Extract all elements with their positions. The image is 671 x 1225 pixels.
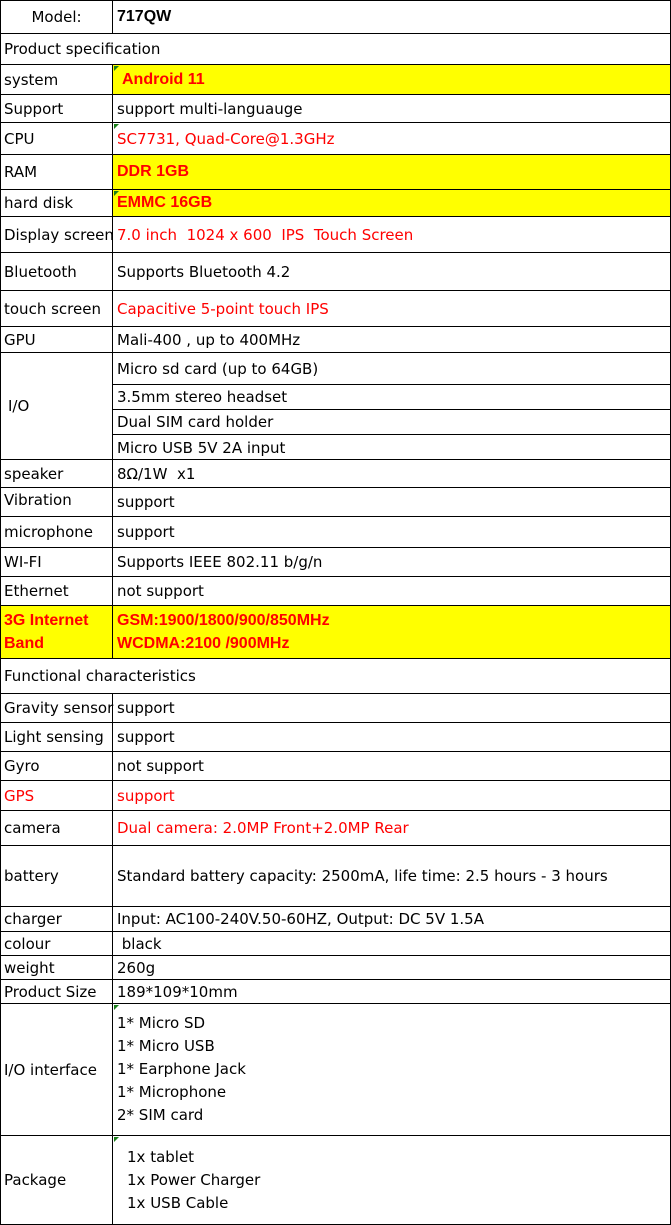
spec-value: Mali-400 , up to 400MHz — [117, 330, 301, 349]
func-row-charger — [1, 906, 670, 931]
spec-label: weight — [1, 956, 113, 979]
spec-label: I/O — [1, 353, 113, 459]
spec-label: Vibration — [1, 488, 113, 516]
band-line: GSM:1900/1800/900/850MHz — [117, 612, 330, 629]
spec-row-support — [1, 94, 670, 122]
spec-row-io — [1, 352, 670, 459]
spec-value: support — [117, 786, 175, 805]
spec-label: hard disk — [1, 190, 113, 216]
func-row-io-interface — [1, 1003, 670, 1135]
spec-value: Dual camera: 2.0MP Front+2.0MP Rear — [117, 819, 409, 837]
io-item: Micro sd card (up to 64GB) — [117, 359, 319, 378]
spec-label: Package — [1, 1136, 113, 1224]
spec-value: support multi-languauge — [117, 99, 303, 118]
io-item: 3.5mm stereo headset — [113, 384, 670, 409]
spec-value: 260g — [117, 958, 156, 977]
cell-marker-icon — [114, 124, 119, 129]
spec-label: Bluetooth — [1, 253, 113, 290]
spec-row-speaker — [1, 459, 670, 487]
io-item: Dual SIM card holder — [113, 409, 670, 434]
cell-marker-icon — [114, 66, 119, 71]
func-row-gyro — [1, 751, 670, 780]
package-item: 1x tablet — [127, 1147, 195, 1166]
io-interface-item: 1* Microphone — [117, 1083, 227, 1101]
spec-row-ram — [1, 154, 670, 189]
spec-label: Gyro — [1, 752, 113, 780]
spec-value: Input: AC100-240V.50-60HZ, Output: DC 5V 1.5A — [117, 910, 484, 928]
spec-label: GPU — [1, 327, 113, 352]
spec-value: EMMC 16GB — [113, 190, 670, 216]
spec-row-ethernet — [1, 576, 670, 605]
band-label-line: 3G Internet — [4, 612, 89, 629]
spec-row-vibration — [1, 487, 670, 516]
spec-row-system — [1, 64, 670, 94]
spec-value: Android 11 — [113, 65, 670, 94]
spec-row-band — [1, 605, 670, 658]
spec-label: colour — [1, 932, 113, 955]
io-interface-item: 1* Earphone Jack — [117, 1060, 246, 1078]
spec-value: black — [117, 934, 162, 953]
spec-value: 189*109*10mm — [117, 982, 238, 1001]
cell-marker-icon — [114, 1005, 119, 1010]
io-item: Micro USB 5V 2A input — [113, 434, 670, 460]
spec-value: DDR 1GB — [113, 155, 670, 189]
func-row-size — [1, 979, 670, 1003]
model-row — [1, 1, 670, 33]
spec-row-gpu — [1, 326, 670, 352]
spec-label: battery — [1, 846, 113, 906]
spec-value: not support — [117, 582, 204, 600]
section-title: Functional characteristics — [4, 667, 196, 685]
cell-marker-icon — [114, 191, 119, 196]
spec-value: SC7731, Quad-Core@1.3GHz — [117, 129, 335, 148]
spec-row-microphone — [1, 516, 670, 547]
spec-row-wifi — [1, 547, 670, 576]
spec-value: Supports IEEE 802.11 b/g/n — [117, 553, 323, 571]
spec-value: support — [117, 699, 175, 717]
spec-label: Light sensing — [1, 723, 113, 751]
band-line: WCDMA:2100 /900MHz — [117, 635, 290, 652]
spec-value: support — [117, 728, 175, 746]
spec-label: speaker — [1, 460, 113, 487]
spec-value: Capacitive 5-point touch IPS — [117, 299, 329, 318]
spec-label: Gravity sensor — [1, 694, 113, 722]
band-label-line: Band — [4, 635, 44, 652]
spec-value: Standard battery capacity: 2500mA, life time: 2.5 hours - 3 hours — [117, 867, 608, 885]
spec-label: touch screen — [1, 291, 113, 326]
spec-label — [1, 606, 113, 658]
spec-row-display — [1, 216, 670, 252]
spec-row-touch — [1, 290, 670, 326]
io-interface-item: 2* SIM card — [117, 1106, 204, 1124]
func-row-package — [1, 1135, 670, 1224]
cell-marker-icon — [114, 1137, 119, 1142]
spec-value: support — [117, 523, 175, 541]
spec-value: 8Ω/1W x1 — [117, 464, 196, 483]
section-functional — [1, 658, 670, 693]
func-row-gravity — [1, 693, 670, 722]
io-interface-item: 1* Micro SD — [117, 1014, 206, 1032]
spec-value: not support — [117, 757, 204, 775]
spec-row-bluetooth — [1, 252, 670, 290]
spec-label: WI-FI — [1, 548, 113, 576]
spec-label: Product Size — [1, 980, 113, 1003]
func-row-colour — [1, 931, 670, 955]
spec-label: charger — [1, 907, 113, 931]
spec-label: Ethernet — [1, 577, 113, 605]
func-row-weight — [1, 955, 670, 979]
spec-value: Supports Bluetooth 4.2 — [117, 262, 291, 281]
spec-label: microphone — [1, 517, 113, 547]
spec-row-hard-disk — [1, 189, 670, 216]
func-row-battery — [1, 845, 670, 906]
package-item: 1x Power Charger — [127, 1170, 261, 1189]
model-label: Model: — [1, 1, 113, 33]
spec-value: support — [117, 493, 175, 511]
spec-row-cpu — [1, 122, 670, 154]
spec-value — [113, 1136, 670, 1224]
model-value: 717QW — [117, 8, 172, 25]
func-row-camera — [1, 810, 670, 845]
package-item: 1x USB Cable — [127, 1193, 229, 1212]
spec-label: Support — [1, 95, 113, 122]
io-interface-item: 1* Micro USB — [117, 1037, 215, 1055]
spec-label: camera — [1, 811, 113, 845]
spec-label: CPU — [1, 123, 113, 154]
spec-label: system — [1, 65, 113, 94]
spec-label: GPS — [1, 781, 113, 810]
spec-value — [113, 606, 670, 658]
spec-value: 7.0 inch 1024 x 600 IPS Touch Screen — [117, 225, 414, 244]
spec-label: I/O interface — [1, 1004, 113, 1135]
func-row-light — [1, 722, 670, 751]
func-row-gps — [1, 780, 670, 810]
section-title: Product specification — [4, 40, 161, 58]
section-product-spec — [1, 33, 670, 64]
spec-label: Display screen — [1, 217, 113, 252]
spec-value — [113, 1004, 670, 1135]
spec-label: RAM — [1, 155, 113, 189]
